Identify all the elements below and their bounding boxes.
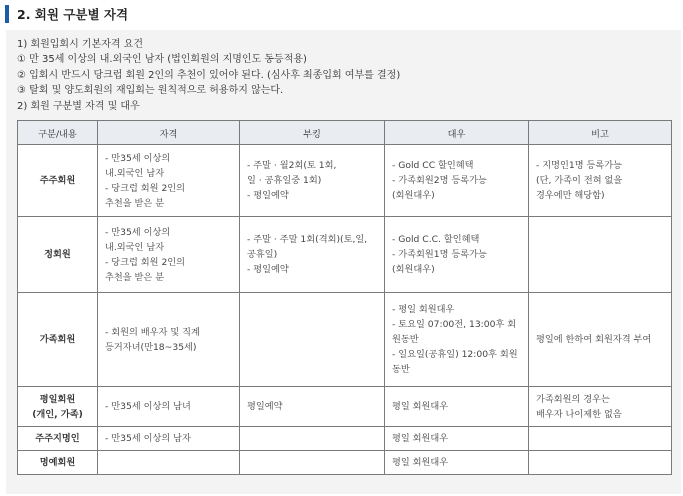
- section-title: 2. 회원 구분별 자격: [17, 7, 129, 22]
- cell-line: 일 · 공휴일중 1회): [247, 175, 322, 186]
- qualification-cell: [98, 145, 240, 217]
- member-type-cell: [18, 217, 98, 293]
- cell-line: - 주말 · 월2회(토 1회,: [247, 160, 337, 171]
- cell-line: - 평일예약: [247, 190, 289, 201]
- cell-line: - 가족회원2명 등록가능: [392, 175, 487, 186]
- member-type-cell: [18, 427, 98, 451]
- cell-line: - 평일예약: [247, 264, 289, 275]
- cell-line: (개인, 가족): [32, 408, 83, 420]
- cell-line: 내.외국인 남자: [105, 241, 165, 253]
- table-row: [18, 427, 672, 451]
- cell-line: 내.외국인 남자: [105, 167, 165, 179]
- column-header: 자격: [98, 121, 240, 145]
- qualification-cell: [98, 293, 240, 387]
- cell-line: (단, 가족이 전혀 없을: [536, 175, 623, 186]
- cell-line: - 회원의 배우자 및 직계: [105, 326, 200, 338]
- cell-line: 주주지명인: [35, 433, 80, 444]
- cell-line: (회원대우): [392, 190, 435, 201]
- cell-line: 주주회원: [39, 175, 76, 186]
- cell-line: - 토요일 07:00전, 13:00후 회: [392, 319, 517, 330]
- cell-line: - 만35세 이상의 남녀: [105, 401, 191, 412]
- cell-line: 동반: [392, 364, 410, 375]
- cell-line: - 가족회원1명 등록가능: [392, 249, 487, 260]
- member-type-cell: [18, 387, 98, 427]
- column-header: 비고: [529, 121, 672, 145]
- intro-line: ① 만 35세 이상의 내.외국인 남자 (법인회원의 지명인도 동등적용): [17, 54, 307, 66]
- note-cell: [529, 145, 672, 217]
- content-box: [6, 30, 681, 494]
- benefit-cell: [385, 217, 529, 293]
- cell-line: 경우에만 해당함): [536, 190, 605, 201]
- cell-line: - 당크럽 회원 2인의: [105, 182, 186, 194]
- booking-cell: [240, 145, 385, 217]
- benefit-cell: [385, 293, 529, 387]
- booking-cell: [240, 293, 385, 387]
- member-type-cell: [18, 293, 98, 387]
- cell-line: - 평일 회원대우: [392, 304, 455, 315]
- cell-line: - 당크럽 회원 2인의: [105, 256, 186, 268]
- cell-line: 등거자녀(만18~35세): [105, 341, 197, 353]
- cell-line: 배우자 나이제한 없음: [536, 408, 622, 420]
- qualification-cell: [98, 451, 240, 475]
- cell-line: 원동반: [392, 334, 419, 345]
- cell-line: 가족회원의 경우는: [536, 393, 610, 405]
- cell-line: 추천을 받은 분: [105, 271, 165, 283]
- cell-line: - 만35세 이상의: [105, 152, 171, 164]
- benefit-cell: [385, 145, 529, 217]
- booking-cell: [240, 217, 385, 293]
- intro-line: ③ 탈회 및 양도회원의 재입회는 원칙적으로 허용하지 않는다.: [17, 85, 284, 97]
- table-row: [18, 451, 672, 475]
- column-header: 구분/내용: [18, 121, 98, 145]
- benefit-cell: [385, 451, 529, 475]
- cell-line: 평일 회원대우: [392, 433, 449, 444]
- note-cell: [529, 217, 672, 293]
- intro-line: ② 입회시 반드시 당크럽 회원 2인의 추천이 있어야 된다. (심사후 최종입회 여부를 결정): [17, 69, 401, 81]
- table-row: [18, 145, 672, 217]
- note-cell: [529, 387, 672, 427]
- cell-line: 명예회원: [39, 457, 76, 468]
- cell-line: - Gold C.C. 할인혜택: [392, 234, 480, 245]
- booking-cell: [240, 387, 385, 427]
- column-header: 부킹: [240, 121, 385, 145]
- cell-line: 평일예약: [247, 401, 283, 412]
- note-cell: [529, 427, 672, 451]
- cell-line: 추천을 받은 분: [105, 197, 165, 209]
- intro-line: 2) 회원 구분별 자격 및 대우: [17, 100, 140, 112]
- intro-text: [17, 37, 677, 114]
- table-header-row: [18, 121, 672, 145]
- heading-accent-bar: [5, 5, 9, 23]
- column-header: 대우: [385, 121, 529, 145]
- qualification-cell: [98, 427, 240, 451]
- member-type-cell: [18, 451, 98, 475]
- cell-line: 공휴일): [247, 249, 278, 260]
- member-type-cell: [18, 145, 98, 217]
- qualification-cell: [98, 217, 240, 293]
- qualification-cell: [98, 387, 240, 427]
- cell-line: - 만35세 이상의: [105, 226, 171, 238]
- booking-cell: [240, 427, 385, 451]
- cell-line: 평일회원: [39, 393, 76, 405]
- cell-line: - 주말 · 주말 1회(격회)(토,일,: [247, 234, 368, 245]
- note-cell: [529, 451, 672, 475]
- table-row: [18, 293, 672, 387]
- intro-line: 1) 회원입회시 기본자격 요건: [17, 39, 144, 50]
- cell-line: - 일요일(공휴일) 12:00후 회원: [392, 349, 518, 360]
- cell-line: 가족회원: [39, 334, 76, 345]
- booking-cell: [240, 451, 385, 475]
- cell-line: 평일에 한하여 회원자격 부여: [536, 334, 652, 345]
- note-cell: [529, 293, 672, 387]
- cell-line: (회원대우): [392, 264, 435, 275]
- table-row: [18, 217, 672, 293]
- cell-line: - 지명인1명 등록가능: [536, 160, 623, 171]
- benefit-cell: [385, 427, 529, 451]
- cell-line: 정회원: [44, 249, 71, 260]
- cell-line: - 만35세 이상의 남자: [105, 433, 191, 444]
- cell-line: 평일 회원대우: [392, 457, 449, 468]
- cell-line: 평일 회원대우: [392, 401, 449, 412]
- cell-line: - Gold CC 할인혜택: [392, 160, 474, 171]
- section-heading: [5, 4, 128, 24]
- membership-table: [17, 120, 672, 475]
- table-row: [18, 387, 672, 427]
- benefit-cell: [385, 387, 529, 427]
